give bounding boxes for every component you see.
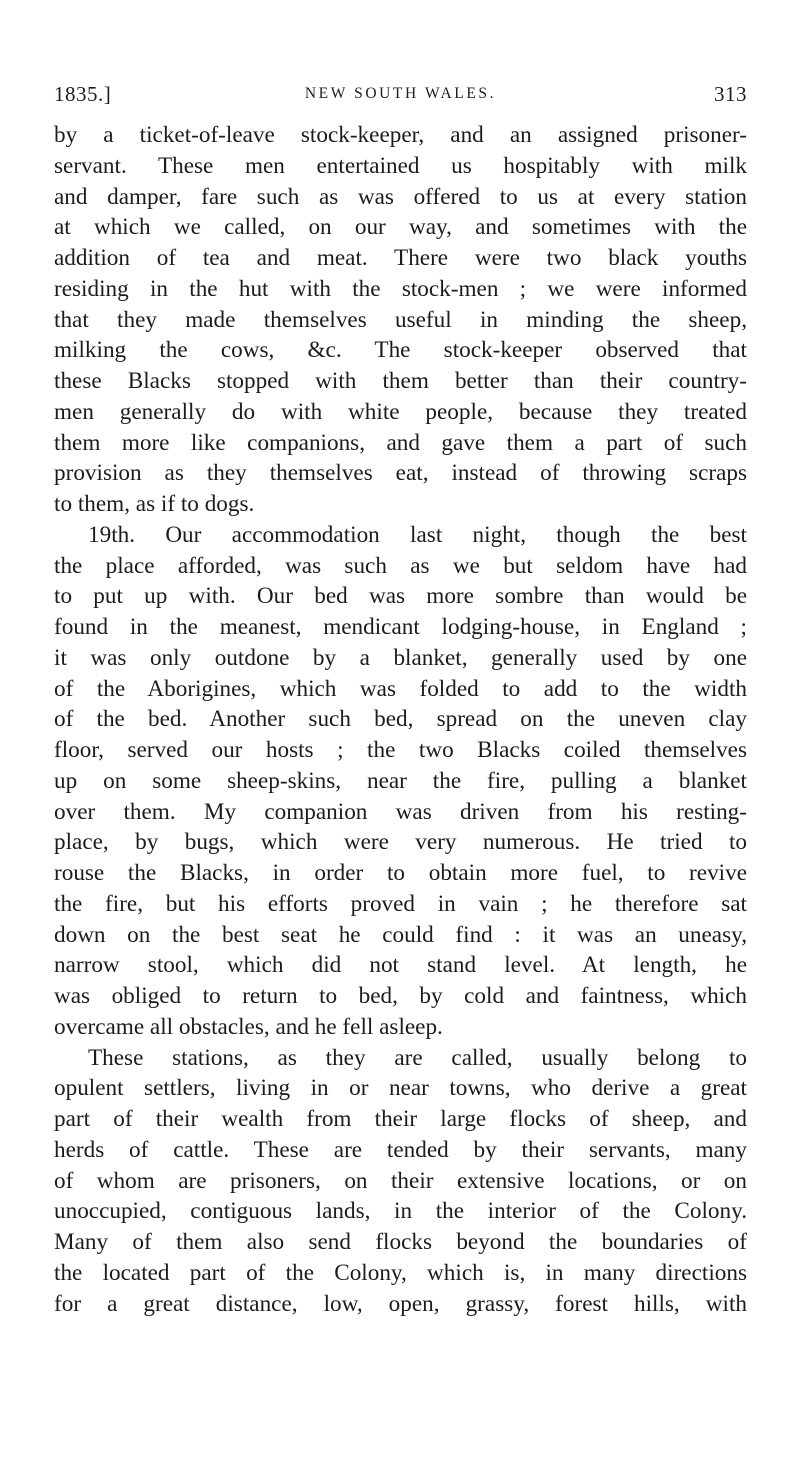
text-line: part of their wealth from their large flocks of sheep, and — [54, 1106, 747, 1132]
text-line: These stations, as they are called, usually belong to — [88, 1044, 747, 1071]
text-line: addition of tea and meat. There were two black youths — [54, 245, 747, 271]
running-head — [54, 82, 747, 116]
text-line: it was only outdone by a blanket, generally used by one — [54, 644, 747, 671]
text-line: herds of cattle. These are tended by their servants, many — [54, 1136, 747, 1163]
text-line: over them. My companion was driven from his resting- — [54, 798, 747, 825]
text-line: opulent settlers, living in or near towns, who derive a great — [54, 1075, 747, 1102]
text-line: men generally do with white people, because they treated — [54, 398, 747, 425]
text-line: narrow stool, which did not stand level. At length, he — [54, 952, 747, 979]
text-line: up on some sheep-skins, near the fire, pulling a blanket — [54, 767, 747, 794]
text-line: of the bed. Another such bed, spread on the uneven clay — [54, 706, 747, 733]
text-line: was obliged to return to bed, by cold and faintness, which — [54, 983, 747, 1009]
body-text — [54, 120, 747, 1319]
text-line: unoccupied, contiguous lands, in the interior of the Colony. — [54, 1198, 747, 1225]
text-line: place, by bugs, which were very numerous. He tried to — [54, 829, 747, 856]
book-page — [54, 82, 747, 1319]
text-line: and damper, fare such as was offered to us at every station — [54, 183, 747, 210]
text-line: the located part of the Colony, which is, in many directions — [54, 1259, 747, 1286]
text-line: the fire, but his efforts proved in vain ; he therefore sat — [54, 890, 747, 917]
text-line: of whom are prisoners, on their extensive locations, or on — [54, 1167, 747, 1194]
text-line: rouse the Blacks, in order to obtain more fuel, to revive — [54, 860, 747, 886]
text-line: down on the best seat he could find : it was an uneasy, — [54, 921, 747, 948]
text-line: residing in the hut with the stock-men ; we were informed — [54, 275, 747, 302]
text-line: these Blacks stopped with them better than their country- — [54, 368, 747, 394]
text-line: of the Aborigines, which was folded to add to the width — [54, 675, 747, 702]
text-line: by a ticket-of-leave stock-keeper, and an assigned prisoner- — [54, 122, 747, 148]
text-line: at which we called, on our way, and sometimes with the — [54, 214, 747, 241]
text-line: servant. These men entertained us hospitably with milk — [54, 152, 747, 179]
header-year: 1835.] — [54, 82, 112, 106]
text-line: the place afforded, was such as we but seldom have had — [54, 552, 747, 579]
text-line: them more like companions, and gave them a part of such — [54, 429, 747, 456]
header-title: NEW SOUTH WALES. — [304, 85, 497, 102]
text-line: to them, as if to dogs. — [54, 491, 255, 517]
text-line: Many of them also send flocks beyond the boundaries of — [54, 1229, 747, 1255]
text-line: provision as they themselves eat, instead of throwing scraps — [54, 460, 747, 487]
text-line: that they made themselves useful in minding the sheep, — [54, 306, 747, 333]
text-line: found in the meanest, mendicant lodging-house, in England ; — [54, 614, 747, 640]
text-line: 19th. Our accommodation last night, though the best — [88, 521, 747, 548]
text-line: for a great distance, low, open, grassy, forest hills, with — [54, 1290, 747, 1317]
text-line: to put up with. Our bed was more sombre than would be — [54, 583, 747, 610]
page-number: 313 — [714, 82, 747, 106]
text-line: overcame all obstacles, and he fell asleep. — [54, 1013, 443, 1040]
text-line: floor, served our hosts ; the two Blacks coiled themselves — [54, 737, 747, 763]
text-line: milking the cows, &c. The stock-keeper observed that — [54, 337, 747, 364]
